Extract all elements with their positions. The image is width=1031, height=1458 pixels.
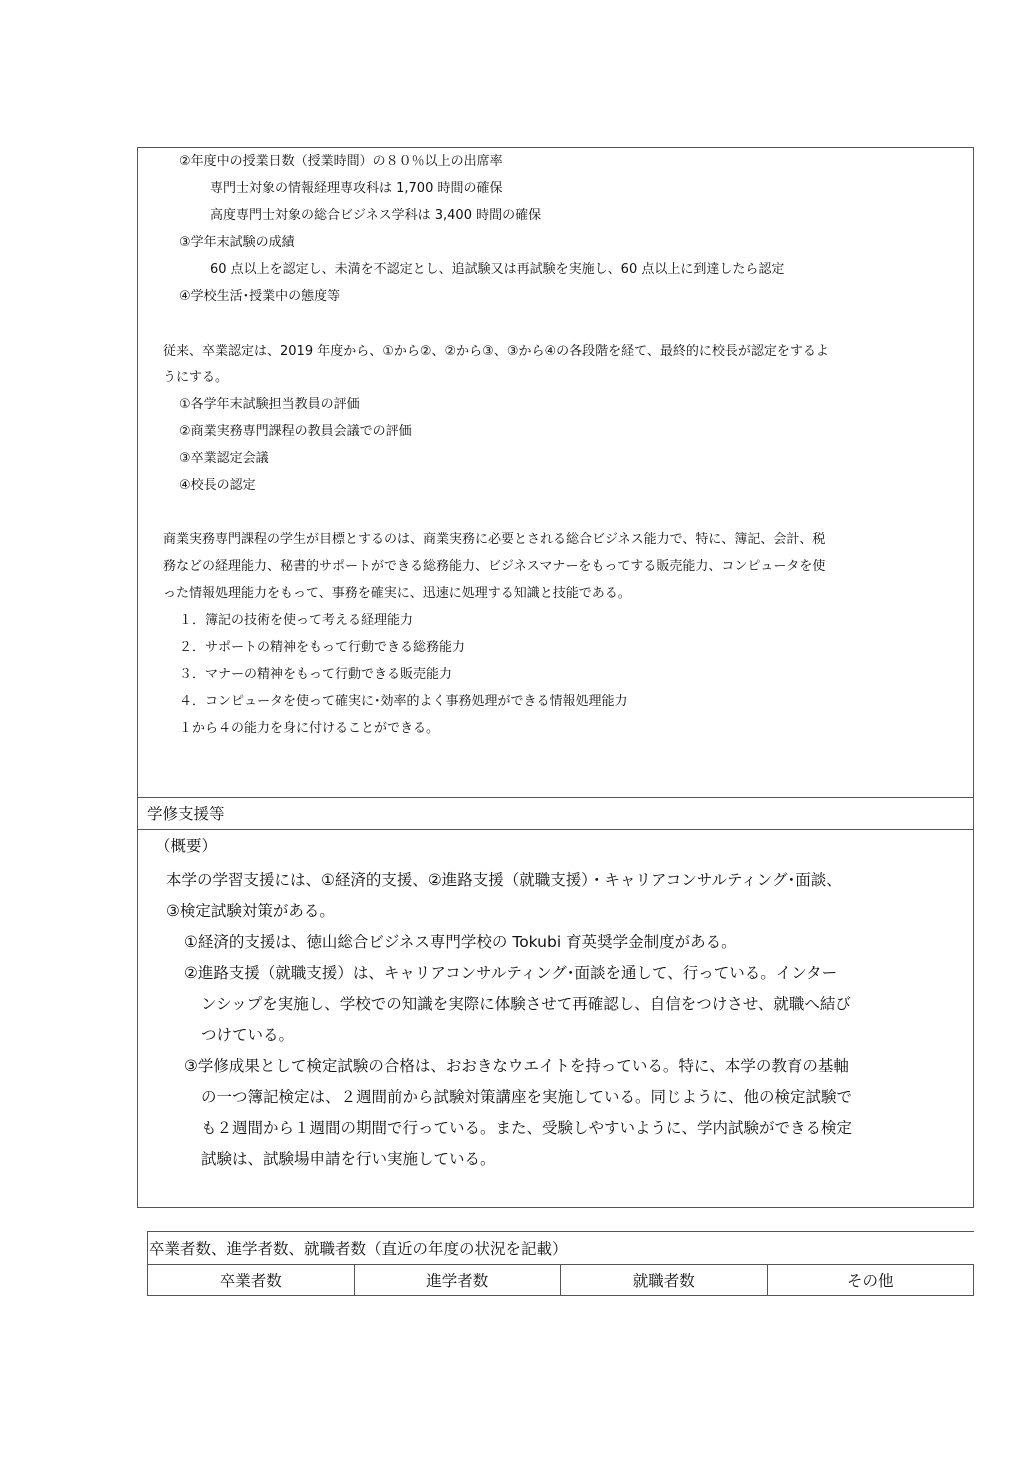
certification-intro-line1: 従来、卒業認定は、2019 年度から、①から②、②から③、③から④の各段階を経て、最終的に校長が認定をするよ — [163, 344, 829, 359]
support-career-line2: ンシップを実施し、学校での知識を実際に体験させて再確認し、自信をつけさせ、就職へ結び — [201, 995, 851, 1013]
support-header: 学修支援等 — [147, 805, 225, 823]
certification-step-2: ②商業実務専門課程の教員会議での評価 — [179, 424, 412, 439]
goal-line3: った情報処理能力をもって、事務を確実に、迅速に処理する知識と技能である。 — [163, 586, 631, 601]
support-exam-line1: ③学修成果として検定試験の合格は、おおきなウエイトを持っている。特に、本学の教育の基軸 — [184, 1057, 849, 1075]
criteria-exam: ③学年末試験の成績 — [179, 235, 295, 250]
support-economic: ①経済的支援は、徳山総合ビジネス専門学校の Tokubi 育英奨学金制度がある。 — [184, 933, 737, 951]
ability-1: １．簿記の技術を使って考える経理能力 — [179, 613, 414, 628]
table-row — [148, 1265, 974, 1296]
criteria-exam-detail: 60 点以上を認定し、未満を不認定とし、追試験又は再試験を実施し、60 点以上に到達したら認定 — [210, 262, 785, 277]
employed-column-header: 就職者数 — [561, 1265, 768, 1296]
ability-3: ３．マナーの精神をもって行動できる販売能力 — [179, 667, 453, 682]
support-overview-label: （概要） — [155, 837, 218, 855]
support-intro-line2: ③検定試験対策がある。 — [166, 902, 335, 920]
support-header-box — [137, 797, 974, 830]
graduates-left-rule — [147, 1231, 148, 1264]
ability-2: ２．サポートの精神をもって行動できる総務能力 — [179, 640, 466, 655]
support-career-line3: つけている。 — [201, 1026, 295, 1044]
support-exam-line3: も２週間から１週間の期間で行っている。また、受験しやすいように、学内試験ができる検定 — [201, 1119, 853, 1137]
ability-summary: １から４の能力を身に付けることができる。 — [179, 721, 440, 736]
support-exam-line2: の一つ簿記検定は、２週間前から試験対策講座を実施している。同じように、他の検定試験で — [201, 1088, 853, 1106]
support-exam-line4: 試験は、試験場申請を行い実施している。 — [201, 1150, 496, 1168]
certification-step-3: ③卒業認定会議 — [179, 451, 269, 466]
certification-step-4: ④校長の認定 — [179, 478, 256, 493]
goal-line2: 務などの経理能力、秘書的サポートができる総務能力、ビジネスマナーをもってする販売能力、コンピュータを使 — [163, 559, 826, 574]
criteria-attendance: ②年度中の授業日数（授業時間）の８０％以上の出席率 — [179, 154, 503, 169]
certification-intro-line2: うにする。 — [163, 370, 229, 385]
criteria-attendance-advanced: 高度専門士対象の総合ビジネス学科は 3,400 時間の確保 — [210, 208, 542, 223]
support-intro-line1: 本学の学習支援には、①経済的支援、②進路支援（就職支援）・キャリアコンサルティング･面談、 — [166, 871, 842, 889]
graduates-top-rule — [147, 1231, 974, 1232]
other-column-header: その他 — [767, 1265, 974, 1296]
ability-4: ４．コンピュータを使って確実に･効率的よく事務処理ができる情報処理能力 — [179, 694, 628, 709]
support-career-line1: ②進路支援（就職支援）は、キャリアコンサルティング･面談を通して、行っている。インター — [184, 964, 838, 982]
graduates-section-title: 卒業者数、進学者数、就職者数（直近の年度の状況を記載） — [149, 1240, 568, 1258]
graduates-table — [147, 1264, 974, 1296]
criteria-attitude: ④学校生活･授業中の態度等 — [179, 289, 341, 304]
certification-step-1: ①各学年末試験担当教員の評価 — [179, 397, 360, 412]
goal-line1: 商業実務専門課程の学生が目標とするのは、商業実務に必要とされる総合ビジネス能力で、特に、簿記、会計、税 — [163, 532, 826, 547]
graduates-column-header: 卒業者数 — [148, 1265, 355, 1296]
criteria-attendance-specialist: 専門士対象の情報経理専攻科は 1,700 時間の確保 — [210, 181, 503, 196]
further-study-column-header: 進学者数 — [354, 1265, 561, 1296]
